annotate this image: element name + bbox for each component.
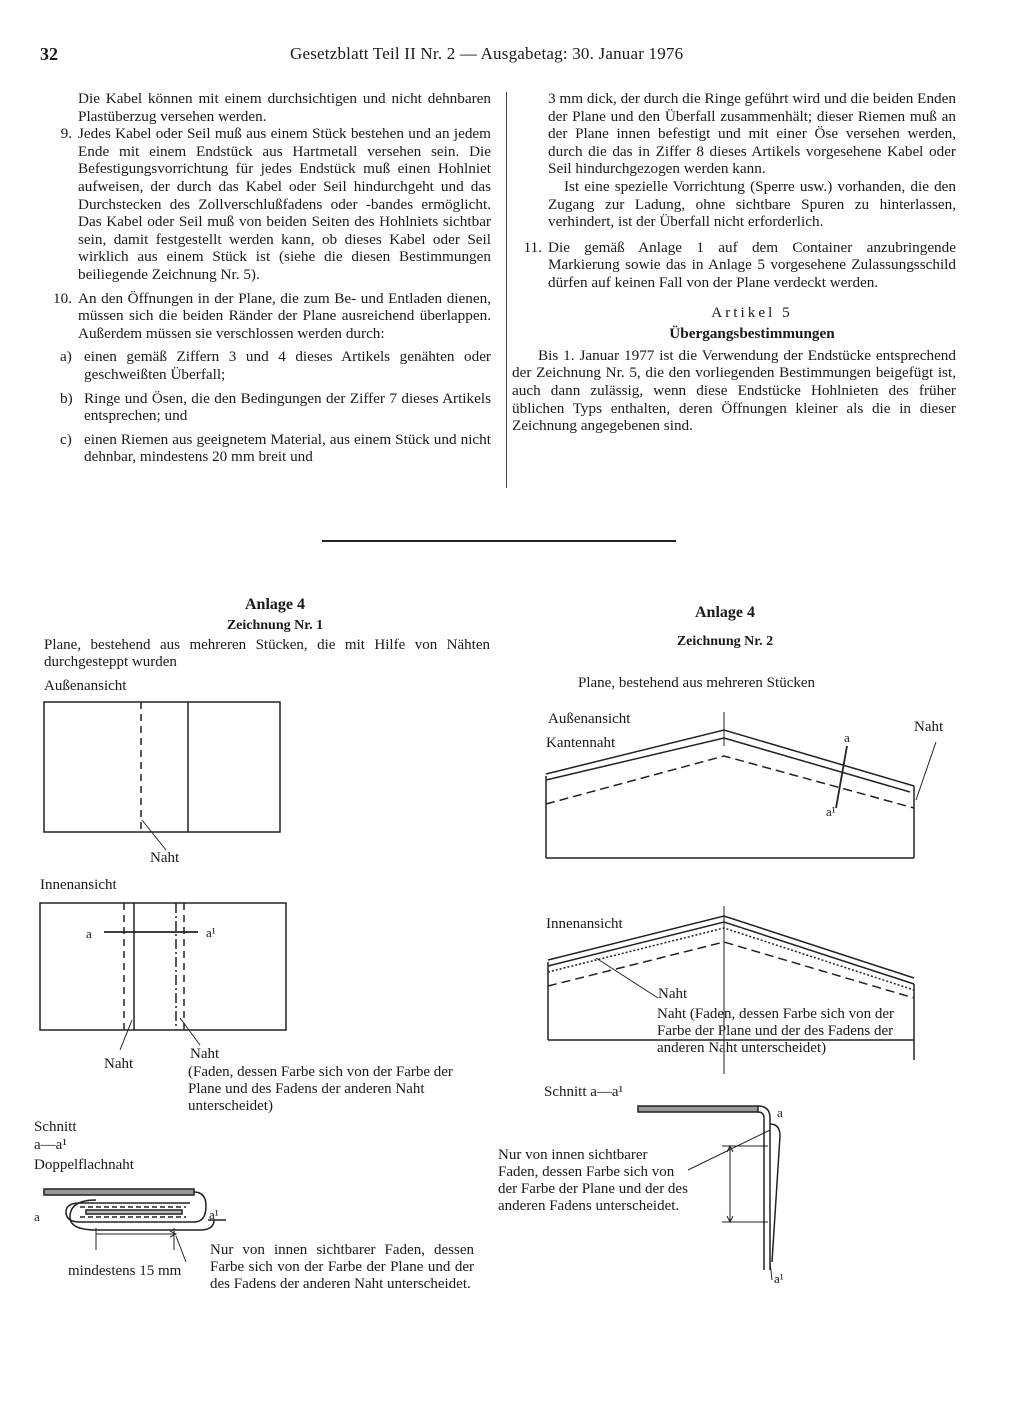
d2-aussen-label: Außenansicht [548,711,631,727]
running-title: Gesetzblatt Teil II Nr. 2 — Ausgabetag: 30. Januar 1976 [290,44,684,63]
d1-innen-panel [40,903,286,1050]
right-continuation-2: Ist eine spezielle Vorrichtung (Sperre usw.) vorhanden, die den Zugang zur Ladung, ohne sichtbare Spuren zu hinterlassen, verhindert, ist der Überfall nicht erforderlich. [548,177,956,231]
d2-anlage: Anlage 4 [695,604,755,621]
d2-sec-a1: a¹ [774,1271,784,1286]
d2-innen-panel [548,906,914,1074]
right-continuation-1: 3 mm dick, der durch die Ringe geführt wird und die beiden Enden der Plane und den Überfall zusammenhält; dieser Riemen muß an der Plane innen befestigt und mit einer Öse versehen werden, durch die das in Ziffer 8 dieses Artikels vorgesehene Kabel oder Seil hindurchgezogen werden kann. [548,90,956,178]
item-10a-letter: a) [60,348,72,366]
item-9-number: 9. [60,125,72,143]
d1-a-label: a [86,926,92,941]
d1-sec-a1: a¹ [209,1207,219,1222]
d1-sec-a: a [34,1209,40,1224]
artikel-text: Bis 1. Januar 1977 ist die Verwendung der Endstücke entsprechend der Zeichnung Nr. 5, die den vorliegenden Bestimmungen beigefügt ist, auch dann zulässig, wenn diese Endstücke Hohlnieten des früher üblichen Typs enthalten, deren Öffnungen kleiner als die in dieser Zeichnung angegebenen sind. [512,346,956,435]
d2-a1-label: a¹ [826,804,836,819]
d1-anlage: Anlage 4 [245,596,305,613]
d2-innen-label: Innenansicht [546,916,623,932]
d1-aussen-label: Außenansicht [44,678,127,694]
d2-section [638,1106,780,1280]
d2-title: Zeichnung Nr. 2 [676,634,774,649]
d1-naht-label: Naht [150,850,180,866]
d2-aussen-panel [546,712,936,858]
item-10c-text: einen Riemen aus geeignetem Material, aus einem Stück und nicht dehnbar, mindestens 20 mm breit und [84,430,491,466]
page-number: 32 [40,44,58,64]
d1-section-doppelflachnaht [44,1189,226,1262]
artikel-title: Übergangsbestimmungen [669,325,835,343]
d2-caption: Plane, bestehend aus mehreren Stücken [578,675,816,691]
d1-a1-label: a¹ [206,925,216,940]
d1-mindestens: mindestens 15 mm [68,1263,182,1279]
item-10c-letter: c) [60,430,72,448]
intro-paragraph: Die Kabel können mit einem durchsichtigen und nicht dehnbaren Plastüberzug versehen werden. [78,90,491,125]
item-11-number: 11. [523,238,542,256]
d1-innen-label: Innenansicht [40,877,117,893]
d2-naht-label: Naht [914,719,944,735]
d1-schnitt-aa: a—a¹ [34,1137,67,1153]
d1-naht-right: Naht [190,1046,220,1062]
d1-title: Zeichnung Nr. 1 [226,618,324,633]
d1-doppel-label: Doppelflachnaht [34,1157,134,1173]
d1-schnitt-label: Schnitt [34,1119,77,1135]
item-10b-letter: b) [60,389,73,407]
item-9-text: Jedes Kabel oder Seil muß aus einem Stück bestehen und an jedem Ende mit einem Endstück aus Hartmetall versehen sein. Die Befestigungsvorrichtung für jedes Endstück muß einen Hohlniet aufweisen, der durch das Kabel oder Seil hindurchgeht und das Durchstecken des Zollverschlußfadens oder -bandes ermöglicht. Das Kabel oder Seil muß von beiden Seiten des Hohlniets sichtbar sein, damit festgestellt werden kann, ob dieses Kabel oder Seil wirklich aus einem Stück ist (siehe die diesen Bestimmungen beiliegende Zeichnung Nr. 5). [78,125,491,283]
item-10-text: An den Öffnungen in der Plane, die zum Be- und Entladen dienen, müssen sich die beiden Ränder der Plane ausreichend überlappen. Außerdem müssen sie verschlossen werden durch: [78,289,491,342]
d1-note: Nur von innen sichtbarer Faden, dessen Farbe sich von der Farbe der Plane und der des Fadens der anderen Naht unterscheidet. [210,1242,474,1292]
d2-note: Nur von innen sichtbarer Faden, dessen Farbe sich von der Farbe der Plane und der des anderen Fadens unterscheidet. [498,1147,688,1214]
d2-a-label: a [844,730,850,745]
item-11-text: Die gemäß Anlage 1 auf dem Container anzubringende Markierung sowie das in Anlage 5 vorgesehene Zulassungsschild dürfen auf keinen Fall von der Plane verdeckt werden. [548,238,956,291]
d1-caption: Plane, bestehend aus mehreren Stücken, die mit Hilfe von Nähten durchgesteppt wurden [44,637,490,670]
d2-kanten-label: Kantennaht [546,735,616,751]
d2-sec-a: a [777,1105,783,1120]
d1-naht-left: Naht [104,1056,134,1072]
item-10b-text: Ringe und Ösen, die den Bedingungen der Ziffer 7 dieses Artikels entsprechen; und [84,389,491,425]
item-10-number: 10. [53,289,72,307]
d2-schnitt-label: Schnitt a—a¹ [544,1084,624,1100]
d1-aussen-panel [44,702,280,850]
item-10a-text: einen gemäß Ziffern 3 und 4 dieses Artikels genähten oder geschweißten Überfall; [84,348,491,383]
d1-naht-right-desc: (Faden, dessen Farbe sich von der Farbe der Plane und des Fadens der anderen Naht unterscheidet) [188,1064,453,1114]
d2-naht-inner: Naht [658,986,688,1002]
artikel-heading: Artikel 5 [711,303,793,321]
d2-naht-inner-desc: Naht (Faden, dessen Farbe sich von der Farbe der Plane und der des Fadens der anderen Naht unterscheidet) [657,1006,895,1056]
